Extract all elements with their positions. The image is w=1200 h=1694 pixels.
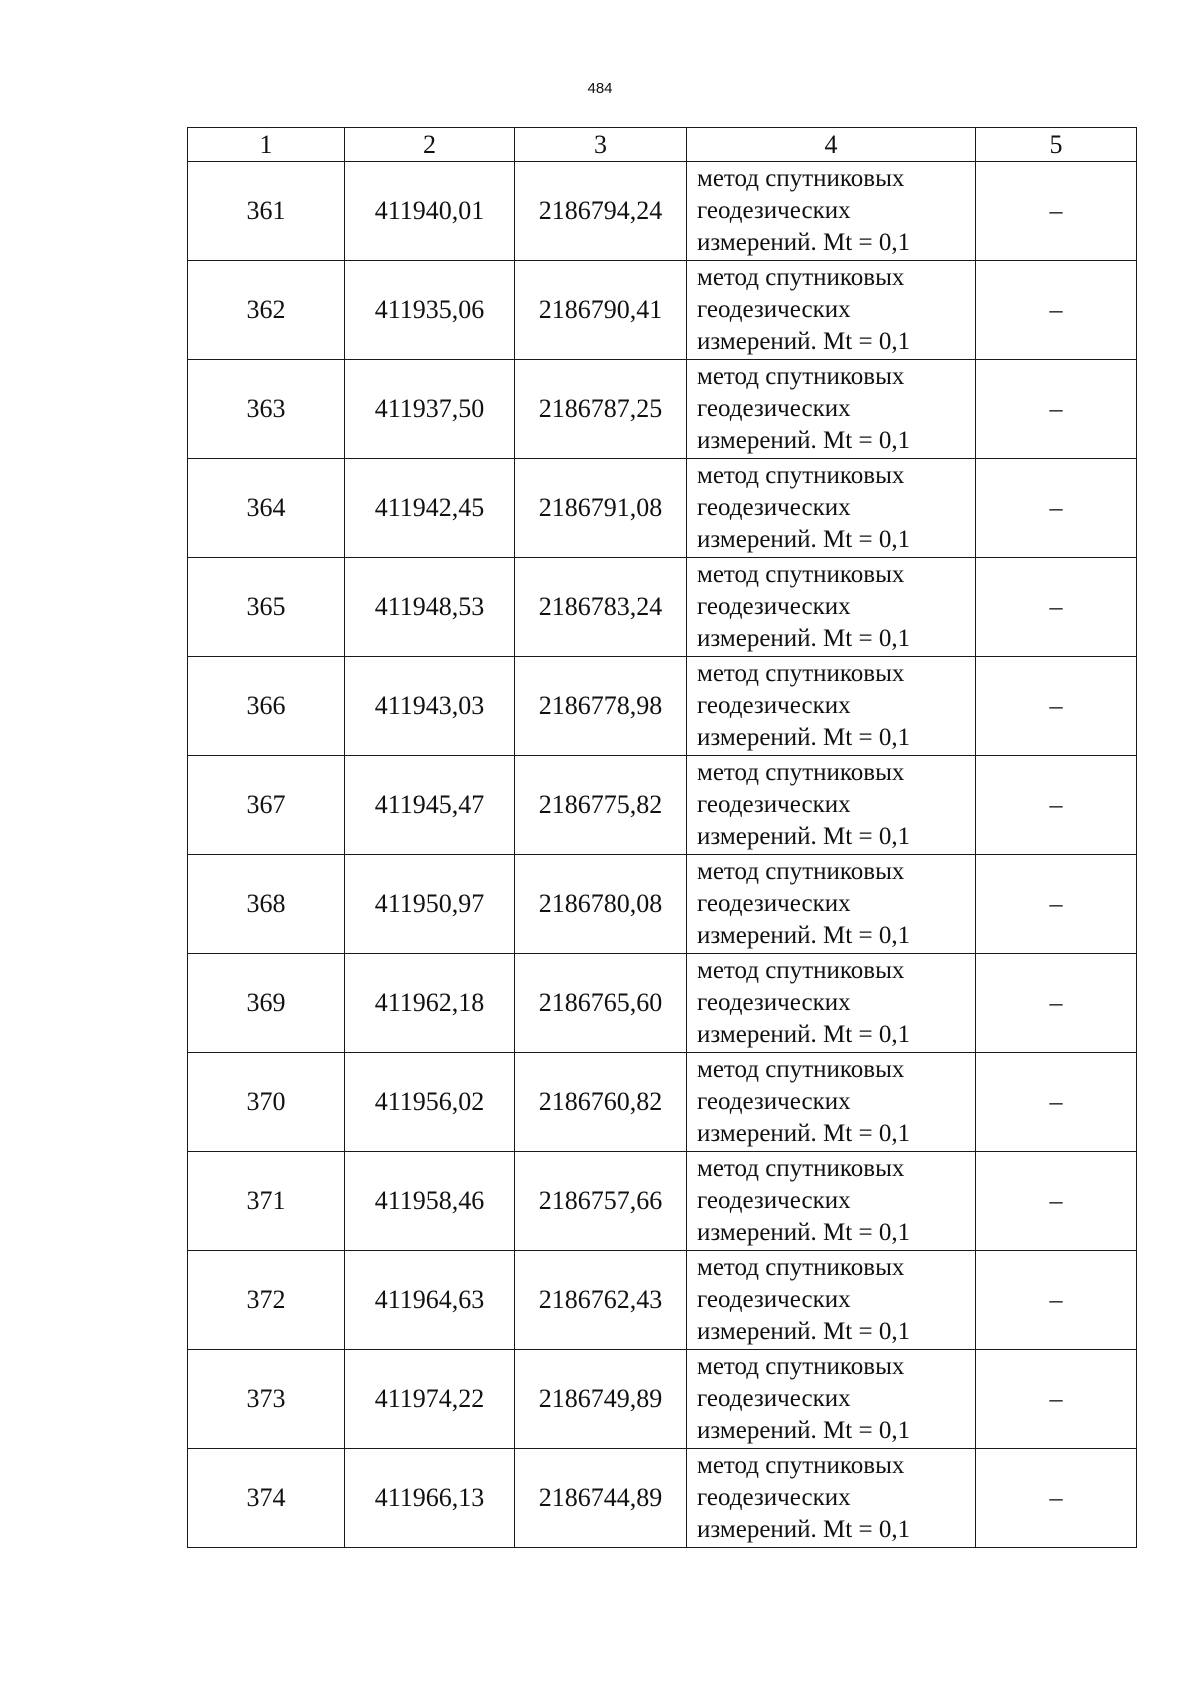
table-row	[188, 855, 1137, 954]
method-cell	[687, 1251, 976, 1350]
method-line: метод спутниковых	[697, 1452, 905, 1479]
method-line: измерений. Mt = 0,1	[697, 229, 911, 256]
note-cell: –	[976, 954, 1137, 1053]
y-coordinate-cell: 2186775,82	[515, 756, 687, 855]
method-cell	[687, 657, 976, 756]
note-cell: –	[976, 855, 1137, 954]
method-line: геодезических	[697, 989, 851, 1016]
method-cell	[687, 1350, 976, 1449]
point-number-cell: 365	[188, 558, 345, 657]
method-line: метод спутниковых	[697, 1353, 905, 1380]
method-line: метод спутниковых	[697, 957, 905, 984]
table-row	[188, 657, 1137, 756]
point-number-cell: 370	[188, 1053, 345, 1152]
table-row	[188, 954, 1137, 1053]
table-row	[188, 459, 1137, 558]
method-line: измерений. Mt = 0,1	[697, 328, 911, 355]
table-row	[188, 360, 1137, 459]
method-line: геодезических	[697, 692, 851, 719]
x-coordinate-cell: 411956,02	[345, 1053, 515, 1152]
method-line: измерений. Mt = 0,1	[697, 1516, 911, 1543]
point-number-cell: 363	[188, 360, 345, 459]
method-line: метод спутниковых	[697, 759, 905, 786]
method-line: измерений. Mt = 0,1	[697, 1120, 911, 1147]
table-row	[188, 1053, 1137, 1152]
point-number-cell: 368	[188, 855, 345, 954]
table-row	[188, 162, 1137, 261]
method-line: измерений. Mt = 0,1	[697, 724, 911, 751]
y-coordinate-cell: 2186762,43	[515, 1251, 687, 1350]
method-cell	[687, 459, 976, 558]
method-line: измерений. Mt = 0,1	[697, 427, 911, 454]
x-coordinate-cell: 411943,03	[345, 657, 515, 756]
y-coordinate-cell: 2186760,82	[515, 1053, 687, 1152]
x-coordinate-cell: 411958,46	[345, 1152, 515, 1251]
table-row	[188, 1251, 1137, 1350]
method-line: геодезических	[697, 791, 851, 818]
method-line: геодезических	[697, 593, 851, 620]
x-coordinate-cell: 411937,50	[345, 360, 515, 459]
point-number-cell: 371	[188, 1152, 345, 1251]
note-cell: –	[976, 756, 1137, 855]
method-cell	[687, 261, 976, 360]
method-line: измерений. Mt = 0,1	[697, 922, 911, 949]
method-line: измерений. Mt = 0,1	[697, 1021, 911, 1048]
method-line: измерений. Mt = 0,1	[697, 526, 911, 553]
x-coordinate-cell: 411962,18	[345, 954, 515, 1053]
method-line: геодезических	[697, 1484, 851, 1511]
column-header-4: 4	[687, 128, 976, 162]
method-line: геодезических	[697, 1385, 851, 1412]
point-number-cell: 361	[188, 162, 345, 261]
method-cell	[687, 1053, 976, 1152]
column-header-1: 1	[188, 128, 345, 162]
point-number-cell: 369	[188, 954, 345, 1053]
y-coordinate-cell: 2186791,08	[515, 459, 687, 558]
y-coordinate-cell: 2186765,60	[515, 954, 687, 1053]
note-cell: –	[976, 1053, 1137, 1152]
method-line: геодезических	[697, 1088, 851, 1115]
method-line: метод спутниковых	[697, 1056, 905, 1083]
method-line: измерений. Mt = 0,1	[697, 1417, 911, 1444]
method-line: измерений. Mt = 0,1	[697, 1219, 911, 1246]
method-line: метод спутниковых	[697, 462, 905, 489]
method-line: метод спутниковых	[697, 264, 905, 291]
note-cell: –	[976, 1251, 1137, 1350]
method-line: измерений. Mt = 0,1	[697, 823, 911, 850]
x-coordinate-cell: 411948,53	[345, 558, 515, 657]
coordinates-table	[187, 127, 1137, 1548]
note-cell: –	[976, 162, 1137, 261]
y-coordinate-cell: 2186780,08	[515, 855, 687, 954]
y-coordinate-cell: 2186790,41	[515, 261, 687, 360]
table-row	[188, 261, 1137, 360]
y-coordinate-cell: 2186783,24	[515, 558, 687, 657]
method-line: метод спутниковых	[697, 1155, 905, 1182]
method-line: геодезических	[697, 890, 851, 917]
table-row	[188, 1449, 1137, 1548]
table-body	[188, 162, 1137, 1548]
note-cell: –	[976, 558, 1137, 657]
x-coordinate-cell: 411964,63	[345, 1251, 515, 1350]
x-coordinate-cell: 411940,01	[345, 162, 515, 261]
method-cell	[687, 756, 976, 855]
method-cell	[687, 360, 976, 459]
x-coordinate-cell: 411966,13	[345, 1449, 515, 1548]
method-line: метод спутниковых	[697, 660, 905, 687]
table-row	[188, 1350, 1137, 1449]
y-coordinate-cell: 2186778,98	[515, 657, 687, 756]
y-coordinate-cell: 2186744,89	[515, 1449, 687, 1548]
table-row	[188, 756, 1137, 855]
point-number-cell: 373	[188, 1350, 345, 1449]
method-line: геодезических	[697, 395, 851, 422]
table-header-row	[188, 128, 1137, 162]
table-row	[188, 558, 1137, 657]
y-coordinate-cell: 2186757,66	[515, 1152, 687, 1251]
note-cell: –	[976, 459, 1137, 558]
method-line: геодезических	[697, 296, 851, 323]
x-coordinate-cell: 411942,45	[345, 459, 515, 558]
note-cell: –	[976, 360, 1137, 459]
column-header-5: 5	[976, 128, 1137, 162]
point-number-cell: 362	[188, 261, 345, 360]
method-line: метод спутниковых	[697, 363, 905, 390]
point-number-cell: 366	[188, 657, 345, 756]
method-cell	[687, 1152, 976, 1251]
method-cell	[687, 558, 976, 657]
method-cell	[687, 855, 976, 954]
method-line: геодезических	[697, 1286, 851, 1313]
method-line: метод спутниковых	[697, 858, 905, 885]
note-cell: –	[976, 657, 1137, 756]
note-cell: –	[976, 261, 1137, 360]
point-number-cell: 367	[188, 756, 345, 855]
x-coordinate-cell: 411974,22	[345, 1350, 515, 1449]
note-cell: –	[976, 1350, 1137, 1449]
method-line: метод спутниковых	[697, 1254, 905, 1281]
method-cell	[687, 954, 976, 1053]
page-number: 484	[587, 80, 613, 97]
method-line: метод спутниковых	[697, 165, 905, 192]
x-coordinate-cell: 411935,06	[345, 261, 515, 360]
point-number-cell: 364	[188, 459, 345, 558]
table-row	[188, 1152, 1137, 1251]
column-header-3: 3	[515, 128, 687, 162]
method-cell	[687, 1449, 976, 1548]
note-cell: –	[976, 1449, 1137, 1548]
y-coordinate-cell: 2186794,24	[515, 162, 687, 261]
method-line: метод спутниковых	[697, 561, 905, 588]
method-line: измерений. Mt = 0,1	[697, 1318, 911, 1345]
y-coordinate-cell: 2186787,25	[515, 360, 687, 459]
point-number-cell: 374	[188, 1449, 345, 1548]
x-coordinate-cell: 411945,47	[345, 756, 515, 855]
column-header-2: 2	[345, 128, 515, 162]
method-line: геодезических	[697, 197, 851, 224]
point-number-cell: 372	[188, 1251, 345, 1350]
y-coordinate-cell: 2186749,89	[515, 1350, 687, 1449]
method-line: измерений. Mt = 0,1	[697, 625, 911, 652]
note-cell: –	[976, 1152, 1137, 1251]
method-line: геодезических	[697, 1187, 851, 1214]
method-line: геодезических	[697, 494, 851, 521]
method-cell	[687, 162, 976, 261]
x-coordinate-cell: 411950,97	[345, 855, 515, 954]
